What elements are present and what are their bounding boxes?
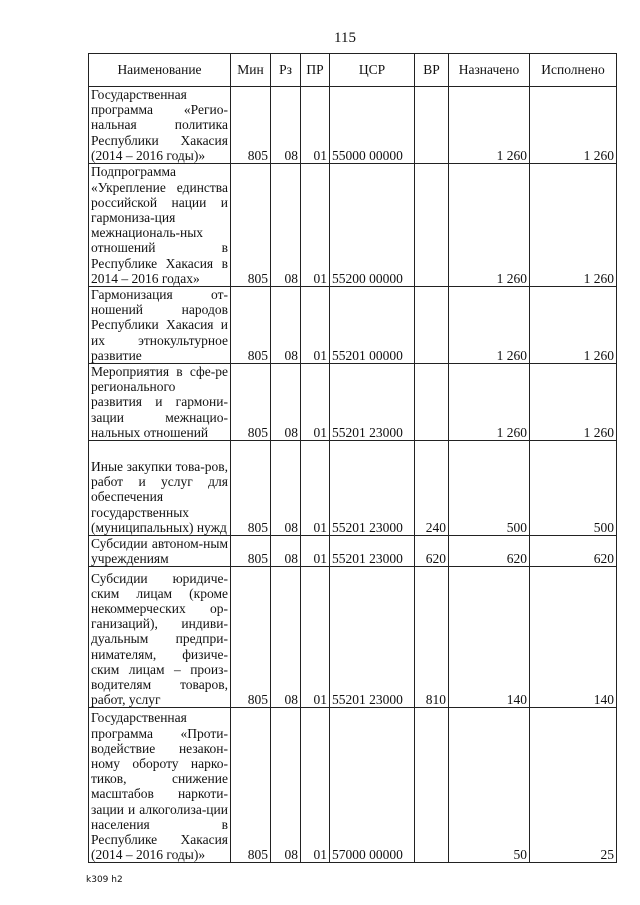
cell-rz: 08	[271, 536, 301, 567]
cell-min: 805	[231, 164, 271, 287]
cell-min: 805	[231, 536, 271, 567]
cell-csr: 55201 23000	[330, 441, 415, 536]
cell-csr: 55200 00000	[330, 164, 415, 287]
cell-rz: 08	[271, 164, 301, 287]
table-row	[89, 536, 617, 567]
cell-min: 805	[231, 364, 271, 441]
table-row	[89, 287, 617, 364]
cell-vr	[415, 164, 449, 287]
table-header-row	[89, 54, 617, 87]
cell-executed: 1 260	[530, 87, 617, 164]
cell-csr: 55201 00000	[330, 287, 415, 364]
budget-table	[88, 53, 617, 863]
cell-assigned: 1 260	[449, 287, 530, 364]
cell-name: Субсидии юридиче-ским лицам (кроме некоммерческих ор-ганизаций), индиви-дуальным предпри-нимателям, физиче-ским лицам – произ-водителям товаров, работ, услуг	[89, 567, 231, 708]
cell-vr: 240	[415, 441, 449, 536]
cell-assigned: 620	[449, 536, 530, 567]
cell-rz: 08	[271, 567, 301, 708]
table-row	[89, 441, 617, 536]
page-number: 115	[334, 30, 356, 46]
cell-name: Иные закупки това-ров, работ и услуг для обеспечения государственных (муниципальных) нужд	[89, 441, 231, 536]
footer-code: k309 h2	[86, 875, 123, 885]
cell-vr	[415, 87, 449, 164]
cell-pr: 01	[301, 364, 330, 441]
cell-assigned: 140	[449, 567, 530, 708]
cell-assigned: 50	[449, 708, 530, 863]
cell-vr: 620	[415, 536, 449, 567]
cell-pr: 01	[301, 567, 330, 708]
cell-pr: 01	[301, 164, 330, 287]
cell-name: Мероприятия в сфе-ре регионального развития и гармони-зации межнацио-нальных отношений	[89, 364, 231, 441]
cell-assigned: 1 260	[449, 87, 530, 164]
cell-min: 805	[231, 567, 271, 708]
cell-rz: 08	[271, 708, 301, 863]
column-header-vr: ВР	[415, 54, 449, 87]
cell-executed: 140	[530, 567, 617, 708]
column-header-pr: ПР	[301, 54, 330, 87]
cell-pr: 01	[301, 441, 330, 536]
table-row	[89, 164, 617, 287]
table-row	[89, 708, 617, 863]
cell-executed: 500	[530, 441, 617, 536]
cell-pr: 01	[301, 287, 330, 364]
cell-assigned: 1 260	[449, 164, 530, 287]
cell-executed: 1 260	[530, 287, 617, 364]
cell-assigned: 1 260	[449, 364, 530, 441]
column-header-name: Наименование	[89, 54, 231, 87]
cell-vr	[415, 364, 449, 441]
column-header-min: Мин	[231, 54, 271, 87]
cell-executed: 1 260	[530, 164, 617, 287]
cell-pr: 01	[301, 708, 330, 863]
cell-min: 805	[231, 708, 271, 863]
cell-executed: 1 260	[530, 364, 617, 441]
cell-csr: 55000 00000	[330, 87, 415, 164]
cell-vr	[415, 287, 449, 364]
cell-executed: 620	[530, 536, 617, 567]
column-header-executed: Исполнено	[530, 54, 617, 87]
cell-csr: 55201 23000	[330, 364, 415, 441]
column-header-assigned: Назначено	[449, 54, 530, 87]
cell-pr: 01	[301, 87, 330, 164]
cell-name: Субсидии автоном-ным учреждениям	[89, 536, 231, 567]
table-row	[89, 87, 617, 164]
cell-csr: 57000 00000	[330, 708, 415, 863]
cell-min: 805	[231, 441, 271, 536]
cell-rz: 08	[271, 87, 301, 164]
cell-name: Государственная программа «Проти-водействие незакон-ному обороту нарко-тиков, снижение масштабов наркоти-зации и алкоголиза-ции населения в Республике Хакасия (2014 – 2016 годы)»	[89, 708, 231, 863]
cell-assigned: 500	[449, 441, 530, 536]
cell-rz: 08	[271, 364, 301, 441]
column-header-csr: ЦСР	[330, 54, 415, 87]
table-row	[89, 567, 617, 708]
cell-csr: 55201 23000	[330, 536, 415, 567]
cell-vr	[415, 708, 449, 863]
cell-name: Государственная программа «Регио-нальная политика Республики Хакасия (2014 – 2016 годы)»	[89, 87, 231, 164]
table-row	[89, 364, 617, 441]
cell-executed: 25	[530, 708, 617, 863]
cell-name: Гармонизация от-ношений народов Республики Хакасия и их этнокультурное развитие	[89, 287, 231, 364]
cell-name: Подпрограмма «Укрепление единства российской нации и гармониза-ция межнациональ-ных отношений в Республике Хакасия в 2014 – 2016 годах»	[89, 164, 231, 287]
cell-min: 805	[231, 287, 271, 364]
cell-rz: 08	[271, 441, 301, 536]
cell-pr: 01	[301, 536, 330, 567]
cell-vr: 810	[415, 567, 449, 708]
column-header-rz: Рз	[271, 54, 301, 87]
cell-csr: 55201 23000	[330, 567, 415, 708]
cell-rz: 08	[271, 287, 301, 364]
cell-min: 805	[231, 87, 271, 164]
